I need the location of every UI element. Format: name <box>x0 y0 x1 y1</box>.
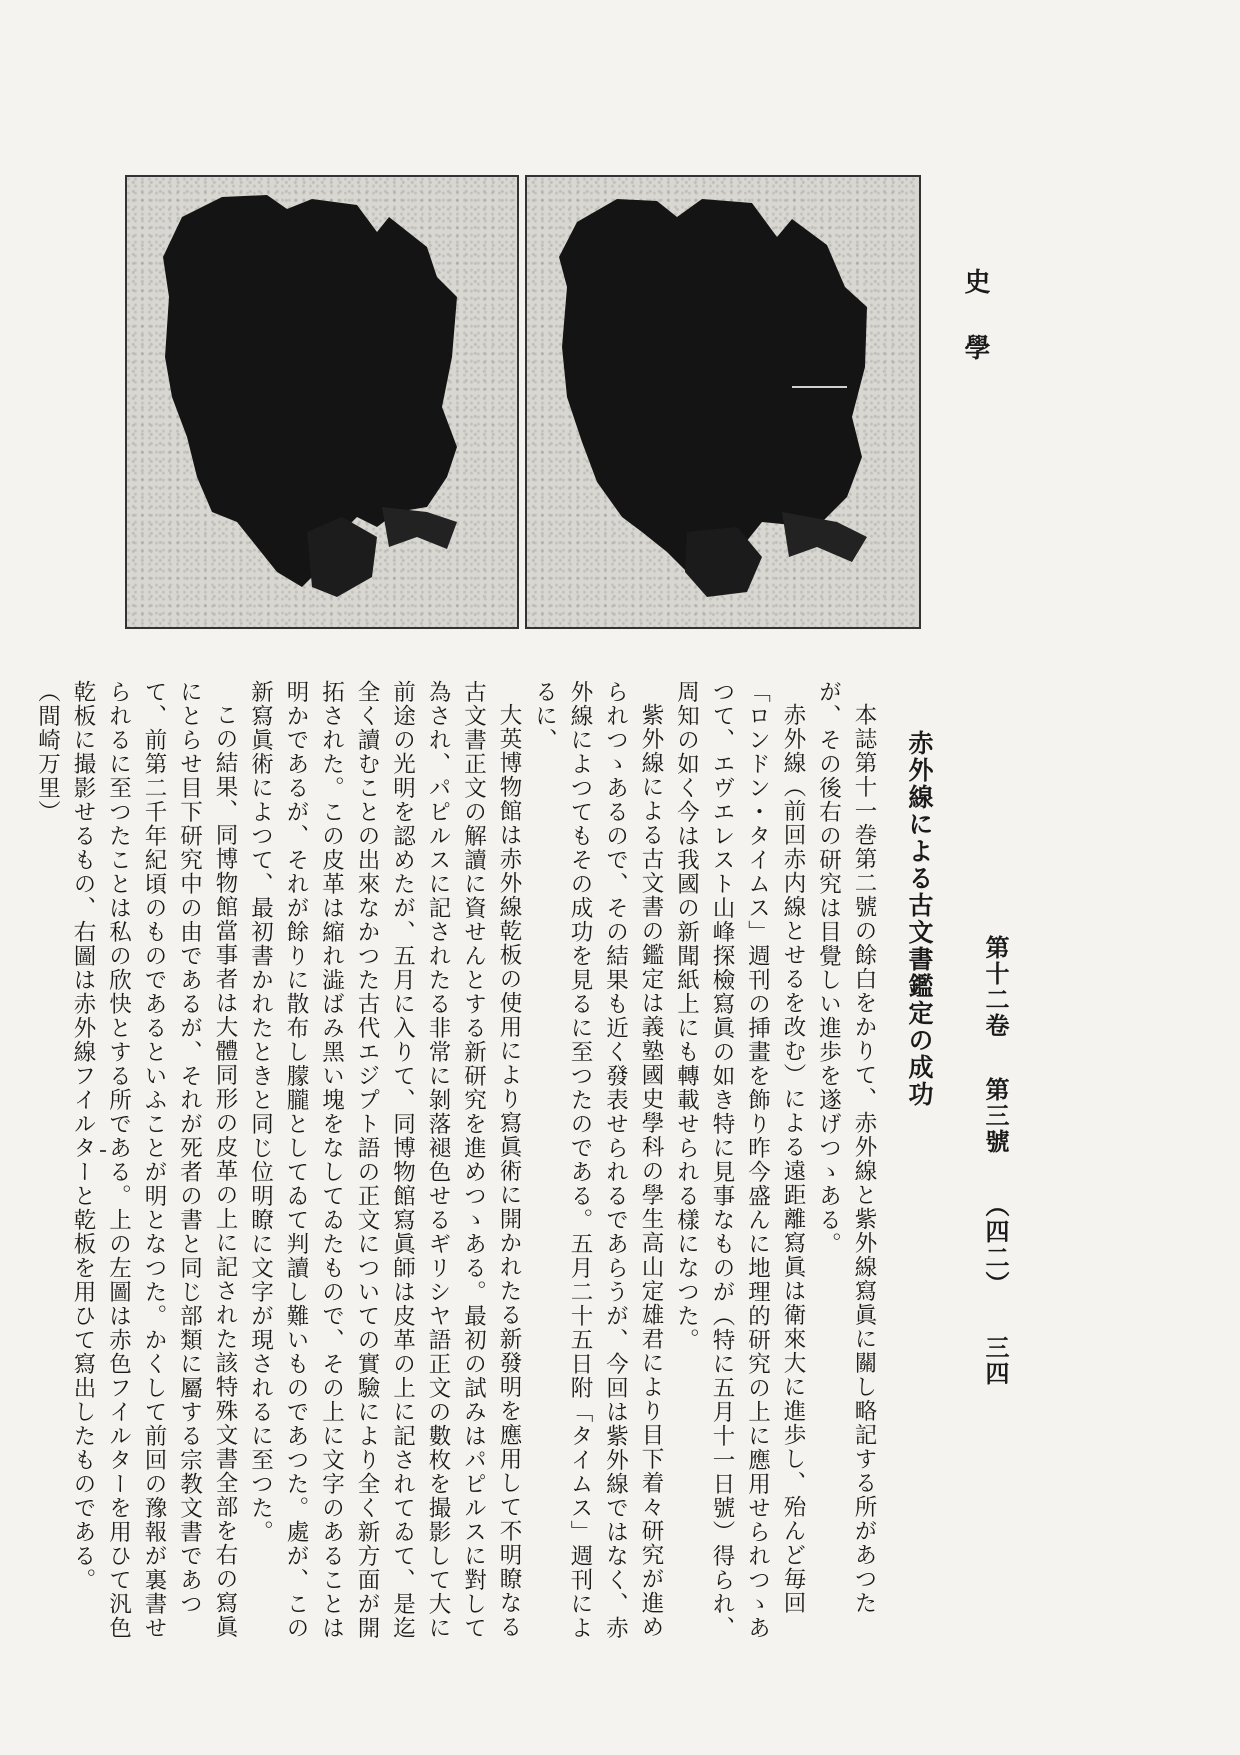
article-body <box>34 680 935 1640</box>
paragraph-2: 赤外線（前回赤内線とせるを改む）による遠距離寫眞は衛來大に進歩し、殆んど毎回「ロンドン・タイムス」週刊の挿畫を飾り昨今盛んに地理的研究の上に應用せられつゝあつて、エヴエレスト山峰探檢寫眞の如き特に見事なものが（特に五月十一日號）得られ、周知の如く今は我國の新聞紙上にも轉載せられる樣になつた。 <box>673 680 806 1640</box>
paragraph-5: この結果、同博物館當事者は大體同形の皮革の上に記された該特殊文書全部を右の寫眞にとらせ目下研究中の由であるが、それが死者の書と同じ部類に屬する宗教文書であつて、前第二千年紀頃のものであるといふことが明となつた。かくして前回の豫報が裏書せられるに至つたことは私の欣快とする所である。上の左圖は赤色フイルターを用ひて汎色乾板に撮影せるもの、右圖は赤外線フイルターと乾板を用ひて寫出したものである。 <box>70 680 238 1640</box>
author-credit: （間崎万里） <box>34 680 61 824</box>
issue-info <box>980 935 1010 1387</box>
scan-mark <box>100 1150 106 1152</box>
page-number: 三四 <box>981 1335 1010 1387</box>
paragraph-1: 本誌第十一巻第二號の餘白をかりて、赤外線と紫外線寫眞に關し略記する所があつたが、その後右の研究は目覺しい進歩を遂げつゝある。 <box>815 680 877 1615</box>
figure-left-red-filter <box>125 175 519 629</box>
paragraph-4: 大英博物館は赤外線乾板の使用により寫眞術に開かれたる新發明を應用して不明瞭なる古文書正文の解讀に資せんとする新研究を進めつゝある。最初の試みはパピルスに對して為され、パピルスに記されたる非常に剝落褪色せるギリシヤ語正文の數枚を撮影して大に前途の光明を認めたが、五月に入りて、同博物館寫眞師は皮革の上に記されてゐて、是迄全く讀むことの出來なかつた古代エジプト語の正文についての實驗により全く新方面が開拓された。この皮革は縮れ澁ばみ黑い塊をなしてゐたもので、その上に文字のあることは明かであるが、それが餘りに散布し朦朧としてゐて判讀し難いものであつた。處が、この新寫眞術によつて、最初書かれたときと同じ位明瞭に文字が現されるに至つた。 <box>247 680 522 1640</box>
leather-fragment-photo-right <box>527 177 919 627</box>
figure-right-infrared <box>525 175 921 629</box>
number-label: 第三號 <box>981 1077 1010 1155</box>
article-title: 赤外線による古文書鑑定の成功 <box>905 730 934 1108</box>
issue-page-label: （四二） <box>981 1193 1010 1297</box>
leather-fragment-photo-left <box>127 177 517 627</box>
paragraph-3: 紫外線による古文書の鑑定は義塾國史學科の學生高山定雄君により目下着々研究が進められつゝあるので、その結果も近く發表せられるであらうが、今回は紫外線ではなく、赤外線によつてもその成功を見るに至つたのである。五月二十五日附「タイムス」週刊によるに、 <box>531 680 664 1640</box>
running-head-journal-title: 史學 <box>960 268 990 400</box>
volume-label: 第十二卷 <box>981 935 1010 1039</box>
